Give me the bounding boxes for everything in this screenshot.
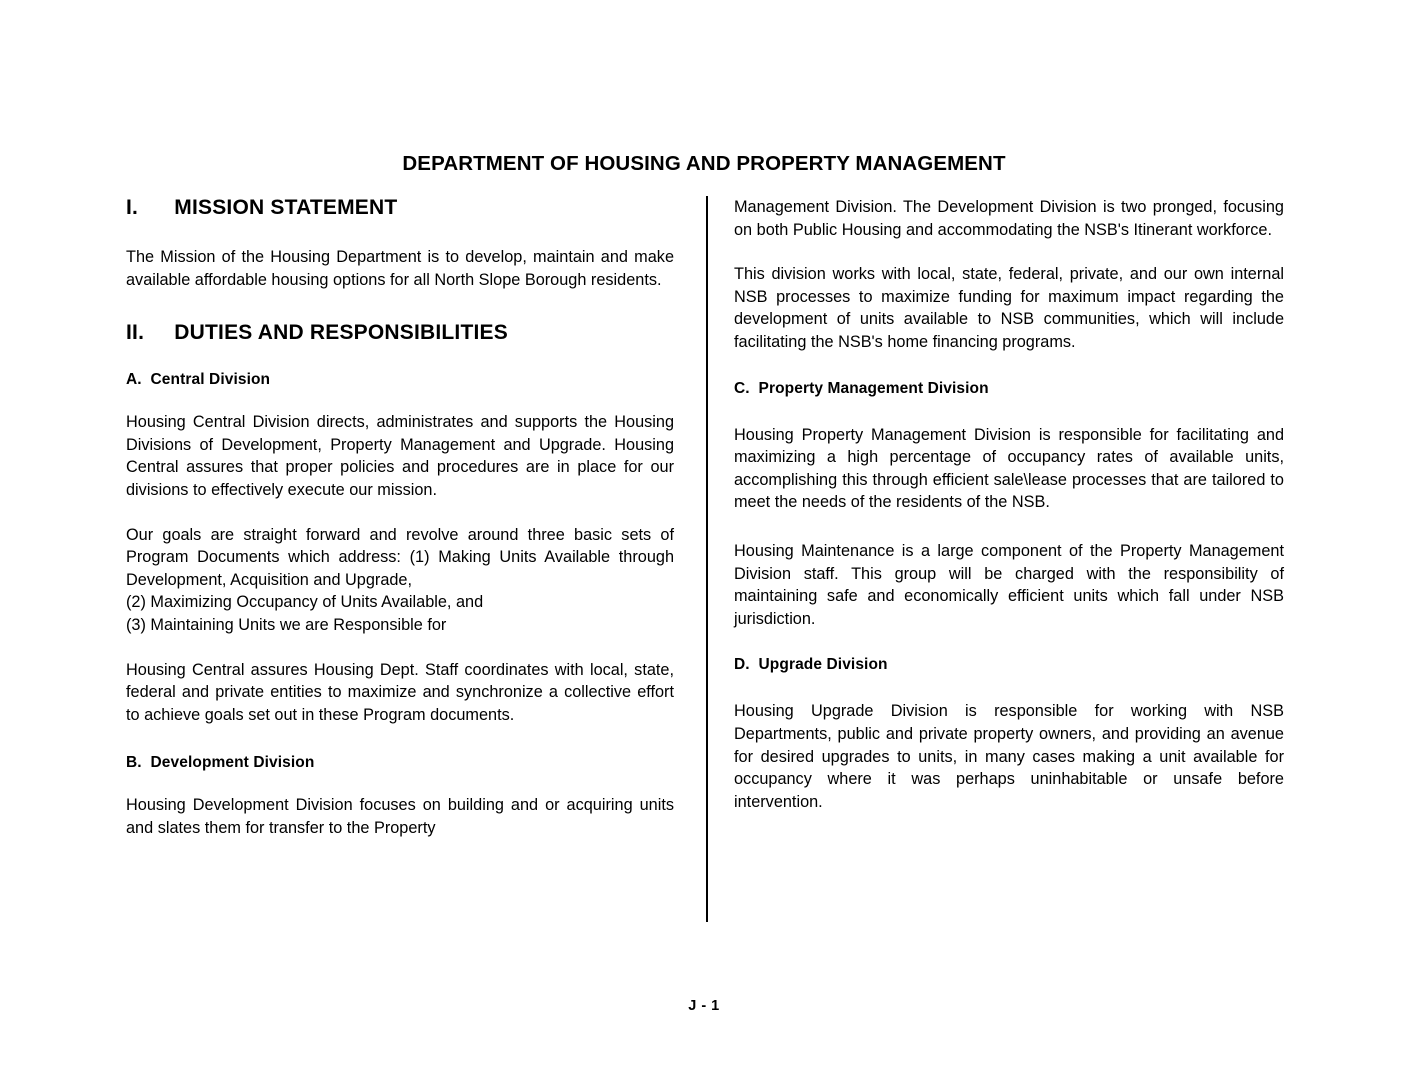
paragraph-development-continued: Management Division. The Development Division is two pronged, focusing on both Public Housing and accommodating the NSB's Itinerant workforce. [734, 198, 1284, 239]
heading-upgrade-division: D. Upgrade Division [734, 656, 888, 674]
heading-central-division: A. Central Division [126, 371, 271, 389]
right-column [734, 196, 1284, 813]
paragraph-central-3: Housing Central assures Housing Dept. Staff coordinates with local, state, federal and private entities to maximize and synchronize a collective effort to achieve goals set out in these Program documents. [126, 660, 674, 724]
paragraph-central-1: Housing Central Division directs, administrates and supports the Housing Divisions of Development, Property Management and Upgrade. Housing Central assures that proper policies and procedures are in place for our divisions to effectively execute our mission. [126, 413, 674, 499]
paragraph-development-2: This division works with local, state, federal, private, and our own internal NSB processes to maximize funding for maximum impact regarding the development of units available to NSB communities, which will include facilitating the NSB's home financing programs. [734, 265, 1284, 351]
page-title: DEPARTMENT OF HOUSING AND PROPERTY MANAGEMENT [402, 152, 1006, 175]
column-divider [706, 196, 708, 922]
paragraph-central-2-line2: (2) Maximizing Occupancy of Units Available, and [126, 593, 484, 612]
paragraph-property-1: Housing Property Management Division is responsible for facilitating and maximizing a high percentage of occupancy rates of available units, accomplishing this through efficient sale\lease processes that are tailored to meet the needs of the residents of the NSB. [734, 425, 1284, 512]
paragraph-central-2-line3: (3) Maintaining Units we are Responsible for [126, 615, 447, 634]
page-footer: J - 1 [688, 998, 720, 1014]
paragraph-central-2: Our goals are straight forward and revolve around three basic sets of Program Documents which address: (1) Making Units Available through Development, Acquisition and Upgrade, [126, 525, 674, 589]
heading-property-management-division: C. Property Management Division [734, 379, 989, 397]
heading-mission-statement: I. MISSION STATEMENT [126, 196, 398, 219]
heading-duties-responsibilities: II. DUTIES AND RESPONSIBILITIES [126, 321, 508, 345]
left-column [126, 196, 674, 840]
paragraph-property-2: Housing Maintenance is a large component of the Property Management Division staff. This group will be charged with the responsibility of maintaining safe and economically efficient units which fall under NSB jurisdiction. [734, 541, 1284, 628]
paragraph-upgrade-1: Housing Upgrade Division is responsible for working with NSB Departments, public and private property owners, and providing an avenue for desired upgrades to units, in many cases making a unit available for occupancy where it was perhaps uninhabitable or unsafe before intervention. [734, 702, 1284, 811]
heading-development-division: B. Development Division [126, 754, 315, 772]
paragraph-mission: The Mission of the Housing Department is to develop, maintain and make available affordable housing options for all North Slope Borough residents. [126, 248, 674, 289]
paragraph-development-1: Housing Development Division focuses on building and or acquiring units and slates them for transfer to the Property [126, 796, 674, 837]
